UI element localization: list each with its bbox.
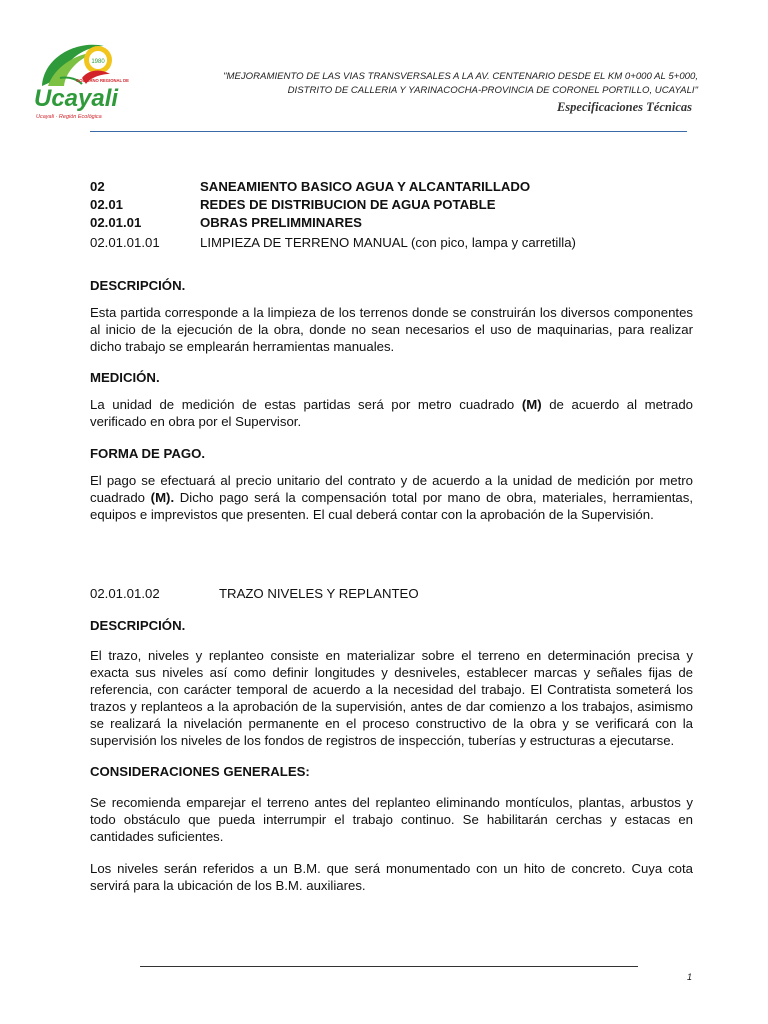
- section-code: 02.01.01: [90, 215, 142, 230]
- section-title: SANEAMIENTO BASICO AGUA Y ALCANTARILLADO: [200, 179, 531, 194]
- svg-text:1980: 1980: [91, 59, 105, 65]
- section-code: 02.01.01.01: [90, 235, 160, 250]
- svg-text:GOBIERNO REGIONAL DE: GOBIERNO REGIONAL DE: [76, 78, 129, 83]
- svg-text:Ucayali: Ucayali: [34, 85, 119, 112]
- descripcion-heading-2: DESCRIPCIÓN.: [90, 618, 186, 633]
- section-title: LIMPIEZA DE TERRENO MANUAL (con pico, lampa y carretilla): [200, 235, 576, 250]
- descripcion-paragraph: Esta partida corresponde a la limpieza de los terrenos donde se construirán los diversos componentes al inicio de la ejecución de la obra, donde no sean necesarios el uso de maquinarias, para realizar dicho trabajo se emplearán herramientas manuales.: [90, 305, 693, 354]
- section-title: TRAZO NIVELES Y REPLANTEO: [219, 586, 419, 601]
- footer-divider: [140, 966, 638, 967]
- ucayali-logo: [30, 34, 140, 124]
- medicion-heading: MEDICIÓN.: [90, 370, 160, 385]
- header-divider: [90, 131, 687, 132]
- ucayali-emblem-icon: [30, 34, 140, 124]
- consideraciones-paragraph-2: Los niveles serán referidos a un B.M. que será monumentado con un hito de concreto. Cuya cota servirá para la ubicación de los B.M. auxiliares.: [90, 861, 693, 893]
- project-title-line-1: "MEJORAMIENTO DE LAS VIAS TRANSVERSALES A LA AV. CENTENARIO DESDE EL KM 0+000 AL 5+000,: [223, 71, 698, 82]
- project-title-line-2: DISTRITO DE CALLERIA Y YARINACOCHA-PROVINCIA DE CORONEL PORTILLO, UCAYALI": [287, 85, 698, 96]
- document-subtitle: Especificaciones Técnicas: [556, 100, 692, 114]
- forma-de-pago-paragraph: El pago se efectuará al precio unitario del contrato y de acuerdo a la unidad de medición por metro cuadrado (M). Dicho pago será la compensación total por mano de obra, materiales, herramientas, equipos e imprevistos que presenten. El cual deberá contar con la aprobación de la Supervisión.: [90, 473, 694, 522]
- project-title: [178, 70, 698, 98]
- section-code: 02: [90, 179, 105, 194]
- descripcion-heading: DESCRIPCIÓN.: [90, 278, 186, 293]
- section-title: OBRAS PRELIMMINARES: [200, 215, 362, 230]
- svg-text:Ucayali · Región Ecológica: Ucayali · Región Ecológica: [36, 114, 102, 120]
- medicion-paragraph: La unidad de medición de estas partidas será por metro cuadrado (M) de acuerdo al metrado verificado en obra por el Supervisor.: [90, 397, 693, 429]
- consideraciones-paragraph-1: Se recomienda emparejar el terreno antes del replanteo eliminando montículos, plantas, arbustos y todo obstáculo que pueda interrumpir el trabajo continuo. Se habilitarán cerchas y estacas en cantidades suficientes.: [90, 795, 693, 844]
- unit-m: (M).: [150, 490, 175, 505]
- page-number: 1: [686, 972, 692, 982]
- section-02-01: [90, 196, 693, 213]
- section-02-01-01-02: [90, 585, 693, 602]
- section-title: REDES DE DISTRIBUCION DE AGUA POTABLE: [200, 197, 496, 212]
- forma-de-pago-heading: FORMA DE PAGO.: [90, 446, 206, 461]
- section-02-01-01: [90, 214, 693, 231]
- descripcion-paragraph-2: El trazo, niveles y replanteo consiste en materializar sobre el terreno en determinación precisa y exacta sus niveles así como definir longitudes y desniveles, establecer marcas y señales fijas de referencia, con carácter temporal de acuerdo a la necesidad del trabajo. El Contratista someterá los trazos y replanteos a la aprobación de la supervisión, antes de dar comienzo a los trabajos, asimismo se realizará la nivelación permanente en el proceso constructivo de la obra y se verificará con la supervisión los niveles de los fondos de registros de inspección, tuberías y estructuras a ejecutarse.: [90, 648, 693, 748]
- section-02-01-01-01: [90, 234, 693, 251]
- consideraciones-heading: CONSIDERACIONES GENERALES:: [90, 764, 310, 779]
- section-code: 02.01.01.02: [90, 586, 160, 601]
- section-code: 02.01: [90, 197, 124, 212]
- unit-m: (M): [521, 397, 542, 412]
- section-02: [90, 178, 693, 195]
- document-body: [90, 178, 693, 894]
